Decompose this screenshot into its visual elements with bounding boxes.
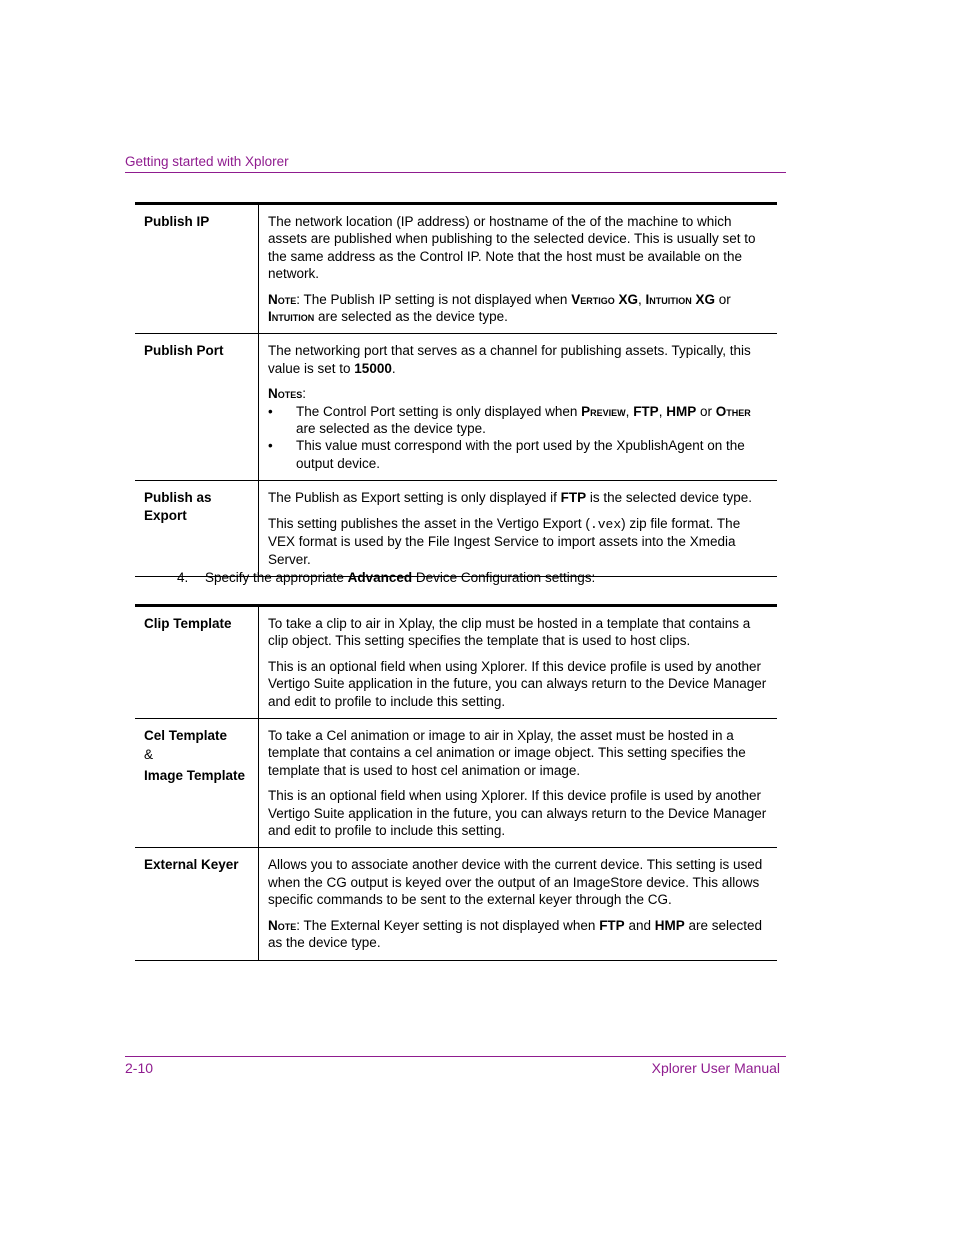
note: [268, 917, 767, 952]
text: Device Configuration settings:: [412, 570, 596, 585]
text: :: [302, 386, 307, 402]
term-clip-template: Clip Template: [135, 606, 259, 719]
paragraph: Allows you to associate another device with the current device. This setting is used when the CG output is keyed over the output of an ImageStore device. This allows specific commands to be sent to the external keyer through the CG.: [268, 857, 763, 908]
text: ,: [637, 291, 646, 307]
page-number: 2-10: [125, 1060, 154, 1076]
term-ref: FTP: [599, 917, 625, 933]
port-value: 15000: [354, 360, 392, 376]
term-ref: FTP: [560, 490, 587, 506]
term-ref: HMP: [666, 403, 697, 419]
paragraph: To take a Cel animation or image to air in Xplay, the asset must be hosted in a template that contains a cel animation or image object. This setting specifies the template that is used to host cel animation or image.: [268, 728, 746, 778]
list-item: • This value must correspond with the port used by the XpublishAgent on the output device.: [268, 437, 767, 472]
note: [268, 291, 767, 326]
table-row: [135, 848, 777, 960]
note-label: Note: [268, 917, 297, 933]
table-row: [135, 334, 777, 481]
table-row: [135, 204, 777, 334]
text: .: [391, 360, 396, 376]
term-cel-image-template: [135, 719, 259, 848]
term-publish-port: Publish Port: [135, 334, 259, 481]
term-ref: Preview: [581, 403, 626, 419]
term-publish-as-export: Publish as Export: [135, 481, 259, 577]
text: : The External Keyer setting is not displayed when: [296, 917, 600, 933]
advanced-settings-table: [135, 604, 777, 961]
notes-label: Notes: [268, 386, 303, 402]
step-emphasis: Advanced: [347, 570, 413, 585]
table-row: [135, 481, 777, 577]
footer-rule: [125, 1056, 786, 1057]
note-label: Note: [268, 291, 297, 307]
notes: [268, 385, 767, 472]
notes-list: [268, 403, 767, 473]
text: are selected as the device type.: [314, 309, 508, 325]
text: or: [696, 403, 716, 419]
notes-heading: [268, 385, 767, 402]
term-ref: Other: [715, 403, 751, 419]
paragraph: [268, 489, 767, 506]
paragraph: [268, 342, 767, 377]
paragraph: [268, 515, 767, 568]
desc-external-keyer: [259, 848, 778, 960]
term-ref: Vertigo XG: [571, 291, 638, 307]
paragraph: This is an optional field when using Xplorer. If this device profile is used by another Vertigo Suite application in the future, you can always return to the Device Manager and edit to profile to include this setting.: [268, 658, 767, 709]
text: ) zip file format. The VEX format is used by the File Ingest Service to import assets into the Xmedia Server.: [268, 515, 741, 567]
term-external-keyer: External Keyer: [135, 848, 259, 960]
list-item: [268, 403, 767, 438]
paragraph: The network location (IP address) or hostname of the of the machine to which assets are published when publishing to the selected device. This is usually set to the same address as the Control IP. Note that the host must be available on the network.: [268, 214, 756, 282]
paragraph: To take a clip to air in Xplay, the clip must be hosted in a template that contains a clip object. This setting specifies the template that is used to host clips.: [268, 616, 751, 649]
basic-settings-table: [135, 202, 777, 577]
term-ref: Intuition XG: [645, 291, 715, 307]
text: are selected as the device type.: [268, 917, 763, 951]
text: The networking port that serves as a channel for publishing assets. Typically, this value is set to: [268, 343, 751, 376]
running-header: Getting started with Xplorer: [125, 154, 289, 169]
step-number: 4.: [177, 570, 189, 585]
text: ,: [625, 403, 634, 419]
text: The Control Port setting is only displayed when: [296, 403, 582, 419]
table-row: [135, 606, 777, 719]
text: is the selected device type.: [586, 490, 752, 506]
term-ref: FTP: [633, 403, 659, 419]
term-ref: Intuition: [268, 309, 315, 325]
text: This setting publishes the asset in the Vertigo Export (: [268, 515, 590, 531]
file-extension: .vex: [589, 516, 622, 532]
manual-title: Xplorer User Manual: [651, 1060, 780, 1076]
term-ref: HMP: [654, 917, 685, 933]
step-4: [177, 570, 595, 585]
header-rule: [125, 172, 786, 173]
desc-publish-port: [259, 334, 778, 481]
desc-clip-template: [259, 606, 778, 719]
term-line: Cel Template: [144, 728, 228, 744]
paragraph: This is an optional field when using Xplorer. If this device profile is used by another Vertigo Suite application in the future, you can always return to the Device Manager and edit to profile to include this setting.: [268, 788, 767, 839]
text: The Publish as Export setting is only displayed if: [268, 490, 561, 506]
desc-publish-ip: [259, 204, 778, 334]
term-line: Image Template: [144, 767, 246, 783]
ampersand: &: [144, 747, 154, 763]
text: are selected as the device type.: [296, 421, 486, 437]
text: : The Publish IP setting is not displayed when: [296, 291, 572, 307]
desc-publish-as-export: [259, 481, 778, 577]
table-row: [135, 719, 777, 848]
text: and: [624, 917, 655, 933]
text: Specify the appropriate: [205, 570, 348, 585]
desc-cel-image-template: [259, 719, 778, 848]
text: or: [714, 291, 731, 307]
text: ,: [658, 403, 667, 419]
term-publish-ip: Publish IP: [135, 204, 259, 334]
